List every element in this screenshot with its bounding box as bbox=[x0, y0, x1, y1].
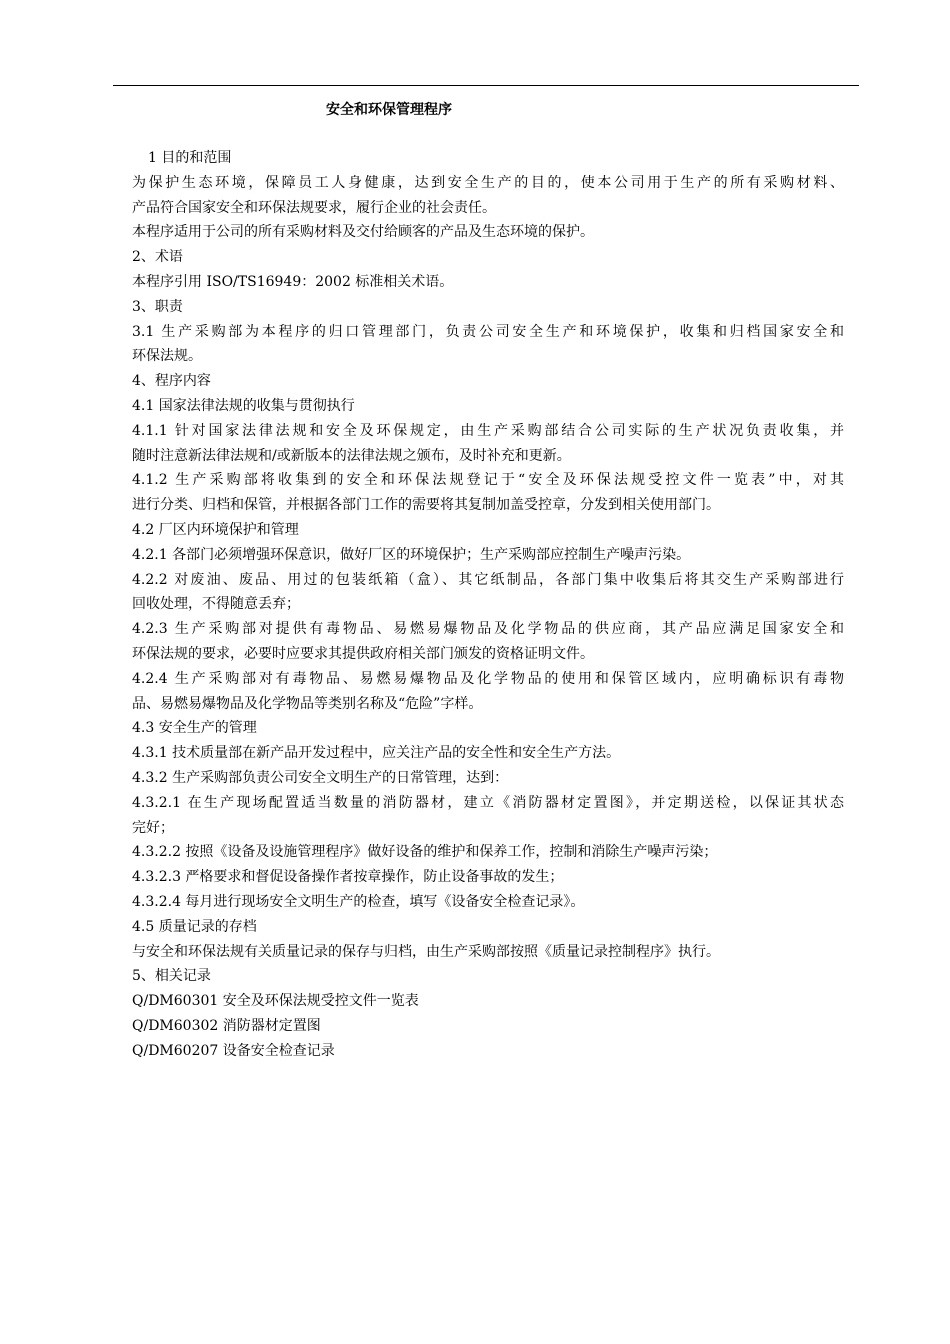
paragraph-line: 4.3.2.1 在生产现场配置适当数量的消防器材，建立《消防器材定置图》，并定期送检，以保证其状态 bbox=[132, 794, 844, 811]
paragraph-line: 4.3.2.2 按照《设备及设施管理程序》做好设备的维护和保养工作，控制和消除生产噪声污染； bbox=[132, 844, 718, 861]
paragraph-line: 环保法规的要求，必要时应要求其提供政府相关部门颁发的资格证明文件。 bbox=[132, 645, 594, 662]
paragraph-line: 随时注意新法律法规和/或新版本的法律法规之颁布，及时补充和更新。 bbox=[132, 447, 571, 464]
paragraph-line: 本程序引用 ISO/TS16949：2002 标准相关术语。 bbox=[132, 273, 454, 290]
paragraph-line: 回收处理，不得随意丢弃； bbox=[132, 596, 300, 613]
paragraph-line: 环保法规。 bbox=[132, 348, 202, 365]
paragraph-line: 4.2.4 生产采购部对有毒物品、易燃易爆物品及化学物品的使用和保管区域内，应明确标识有毒物 bbox=[132, 670, 844, 687]
section-heading: 2、术语 bbox=[132, 249, 183, 266]
subsection-heading: 4.3 安全生产的管理 bbox=[132, 720, 257, 737]
paragraph-line: 4.3.2 生产采购部负责公司安全文明生产的日常管理，达到： bbox=[132, 769, 509, 786]
paragraph-line: 4.2.1 各部门必须增强环保意识，做好厂区的环境保护；生产采购部应控制生产噪声污染。 bbox=[132, 546, 691, 563]
record-item: Q/DM60301 安全及环保法规受控文件一览表 bbox=[132, 993, 419, 1010]
paragraph-line: 进行分类、归档和保管，并根据各部门工作的需要将其复制加盖受控章，分发到相关使用部门。 bbox=[132, 497, 720, 514]
paragraph-line: 完好； bbox=[132, 819, 174, 836]
section-heading: 5、相关记录 bbox=[132, 968, 211, 985]
paragraph-line: 3.1 生产采购部为本程序的归口管理部门，负责公司安全生产和环境保护，收集和归档国家安全和 bbox=[132, 323, 844, 340]
paragraph-line: 品、易燃易爆物品及化学物品等类别名称及“危险”字样。 bbox=[132, 695, 483, 712]
subsection-heading: 4.5 质量记录的存档 bbox=[132, 918, 257, 935]
paragraph-line: 4.3.1 技术质量部在新产品开发过程中，应关注产品的安全性和安全生产方法。 bbox=[132, 745, 621, 762]
paragraph-line: 与安全和环保法规有关质量记录的保存与归档，由生产采购部按照《质量记录控制程序》执行。 bbox=[132, 943, 720, 960]
paragraph-line: 4.3.2.4 每月进行现场安全文明生产的检查，填写《设备安全检查记录》。 bbox=[132, 893, 585, 910]
paragraph-line: 4.3.2.3 严格要求和督促设备操作者按章操作，防止设备事故的发生； bbox=[132, 869, 564, 886]
paragraph-line: 4.1.1 针对国家法律法规和安全及环保规定，由生产采购部结合公司实际的生产状况负责收集，并 bbox=[132, 422, 844, 439]
paragraph-line: 本程序适用于公司的所有采购材料及交付给顾客的产品及生态环境的保护。 bbox=[132, 224, 594, 241]
section-heading: 4、程序内容 bbox=[132, 373, 211, 390]
document-title: 安全和环保管理程序 bbox=[326, 102, 452, 118]
section-heading: 1 目的和范围 bbox=[148, 150, 232, 166]
record-item: Q/DM60302 消防器材定置图 bbox=[132, 1017, 321, 1034]
subsection-heading: 4.1 国家法律法规的收集与贯彻执行 bbox=[132, 397, 355, 414]
record-item: Q/DM60207 设备安全检查记录 bbox=[132, 1042, 335, 1059]
document-body bbox=[132, 146, 844, 1063]
subsection-heading: 4.2 厂区内环境保护和管理 bbox=[132, 521, 299, 538]
paragraph-line: 为保护生态环境，保障员工人身健康，达到安全生产的目的，使本公司用于生产的所有采购材料、 bbox=[132, 174, 844, 191]
paragraph-line: 4.2.2 对废油、废品、用过的包装纸箱（盒）、其它纸制品，各部门集中收集后将其交生产采购部进行 bbox=[132, 571, 844, 588]
paragraph-line: 4.1.2 生产采购部将收集到的安全和环保法规登记于“安全及环保法规受控文件一览表”中，对其 bbox=[132, 472, 844, 489]
paragraph-line: 4.2.3 生产采购部对提供有毒物品、易燃易爆物品及化学物品的供应商，其产品应满足国家安全和 bbox=[132, 621, 844, 638]
section-heading: 3、职责 bbox=[132, 298, 183, 315]
header-rule bbox=[113, 85, 859, 86]
paragraph-line: 产品符合国家安全和环保法规要求，履行企业的社会责任。 bbox=[132, 199, 496, 216]
